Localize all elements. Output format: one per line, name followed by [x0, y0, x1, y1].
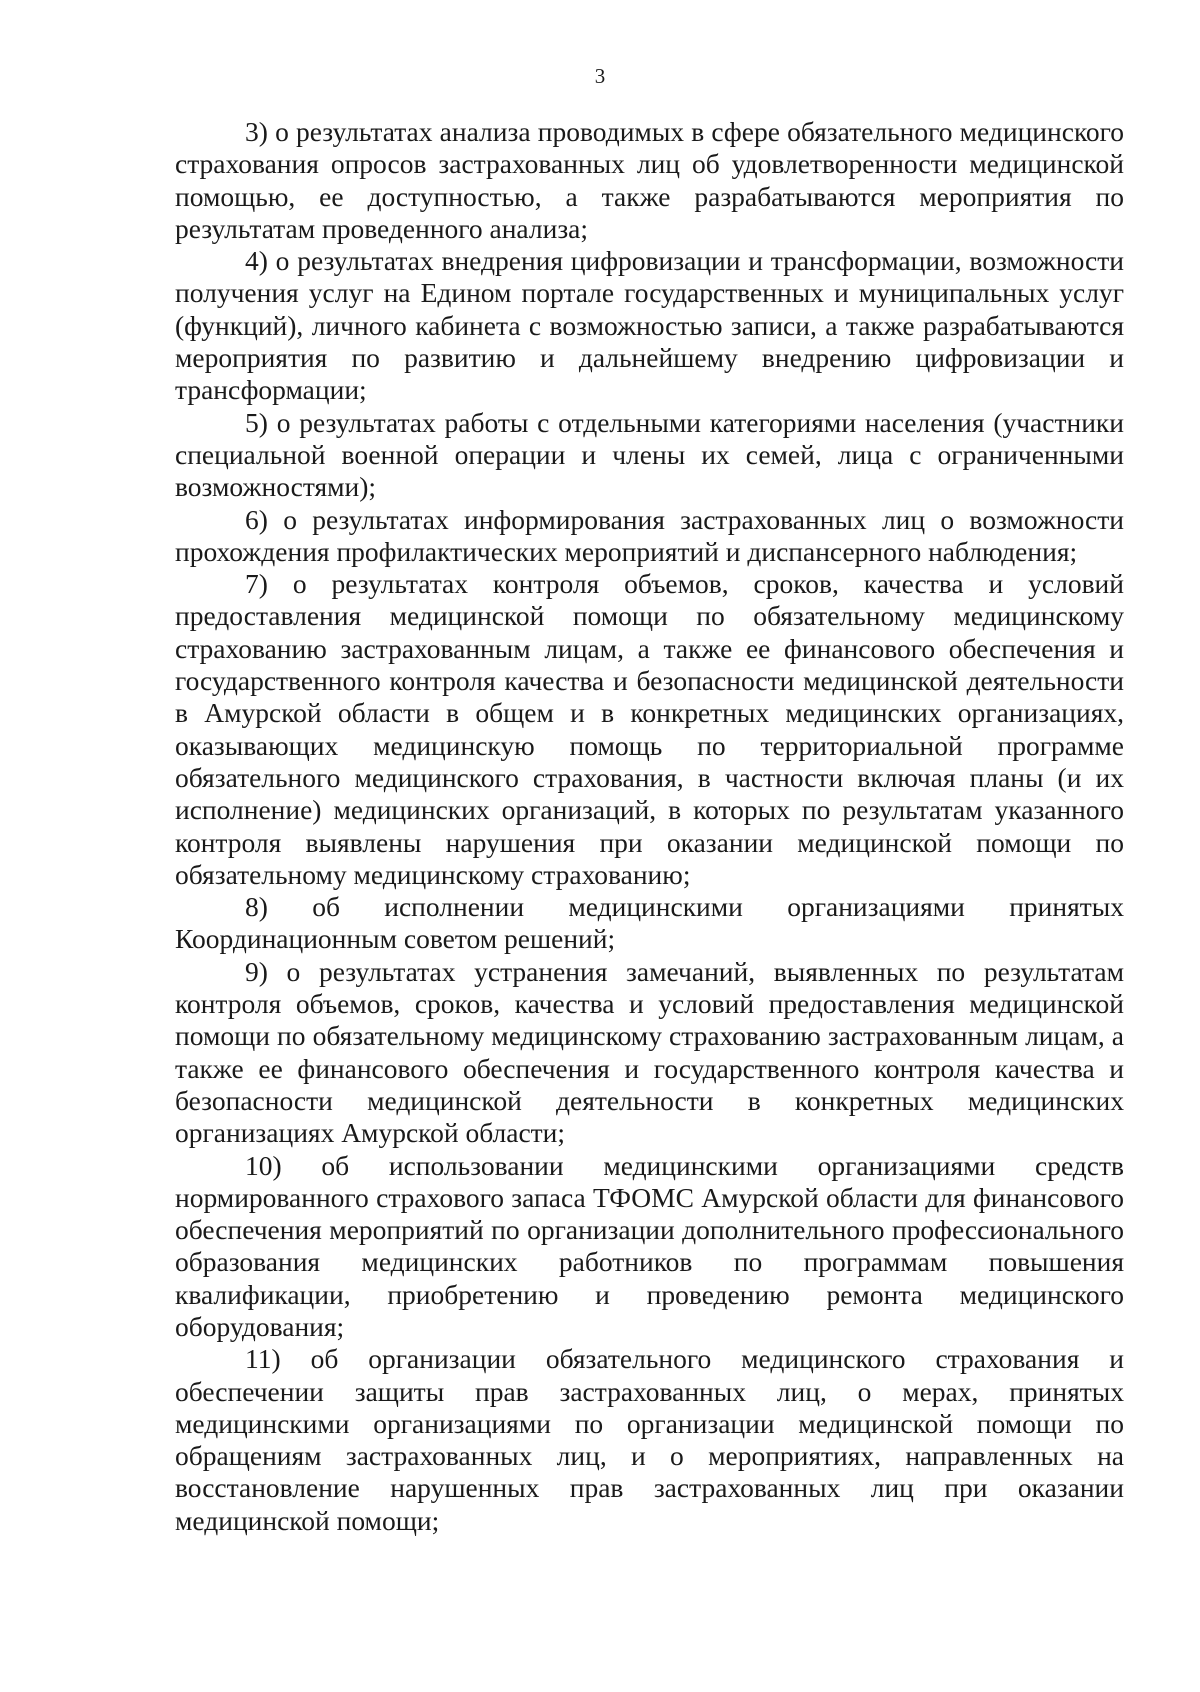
- document-body: [175, 116, 1124, 1537]
- list-item-9: 9) о результатах устранения замечаний, выявленных по результатам контроля объемов, сроков, качества и условий предоставления медицинской помощи по обязательному медицинскому страхованию застрахованным лицам, а также ее финансового обеспечения и государственного контроля качества и безопасности медицинской деятельности в конкретных медицинских организациях Амурской области;: [175, 955, 1124, 1149]
- list-item-7: 7) о результатах контроля объемов, сроков, качества и условий предоставления медицинской помощи по обязательному медицинскому страхованию застрахованным лицам, а также ее финансового обеспечения и государственного контроля качества и безопасности медицинской деятельности в Амурской области в общем и в конкретных медицинских организациях, оказывающих медицинскую помощь по территориальной программе обязательного медицинского страхования, в частности включая планы (и их исполнение) медицинских организаций, в которых по результатам указанного контроля выявлены нарушения при оказании медицинской помощи по обязательному медицинскому страхованию;: [175, 568, 1124, 890]
- list-item-4: 4) о результатах внедрения цифровизации и трансформации, возможности получения услуг на Едином портале государственных и муниципальных услуг (функций), личного кабинета с возможностью записи, а также разрабатываются мероприятия по развитию и дальнейшему внедрению цифровизации и трансформации;: [175, 245, 1124, 406]
- list-item-10: 10) об использовании медицинскими организациями средств нормированного страхового запаса ТФОМС Амурской области для финансового обеспечения мероприятий по организации дополнительного профессионального образования медицинских работников по программам повышения квалификации, приобретению и проведению ремонта медицинского оборудования;: [175, 1149, 1124, 1342]
- page-number: 3: [594, 64, 606, 88]
- list-item-8: 8) об исполнении медицинскими организациями принятых Координационным советом решений;: [175, 891, 1124, 955]
- list-item-3: 3) о результатах анализа проводимых в сфере обязательного медицинского страхования опросов застрахованных лиц об удовлетворенности медицинской помощью, ее доступностью, а также разрабатываются мероприятия по результатам проведенного анализа;: [175, 116, 1124, 244]
- list-item-6: 6) о результатах информирования застрахованных лиц о возможности прохождения профилактических мероприятий и диспансерного наблюдения;: [175, 503, 1124, 567]
- list-item-5: 5) о результатах работы с отдельными категориями населения (участники специальной военной операции и члены их семей, лица с ограниченными возможностями);: [175, 406, 1124, 503]
- list-item-11: 11) об организации обязательного медицинского страхования и обеспечении защиты прав застрахованных лиц, о мерах, принятых медицинскими организациями по организации медицинской помощи по обращениям застрахованных лиц, и о мероприятиях, направленных на восстановление нарушенных прав застрахованных лиц при оказании медицинской помощи;: [175, 1343, 1124, 1536]
